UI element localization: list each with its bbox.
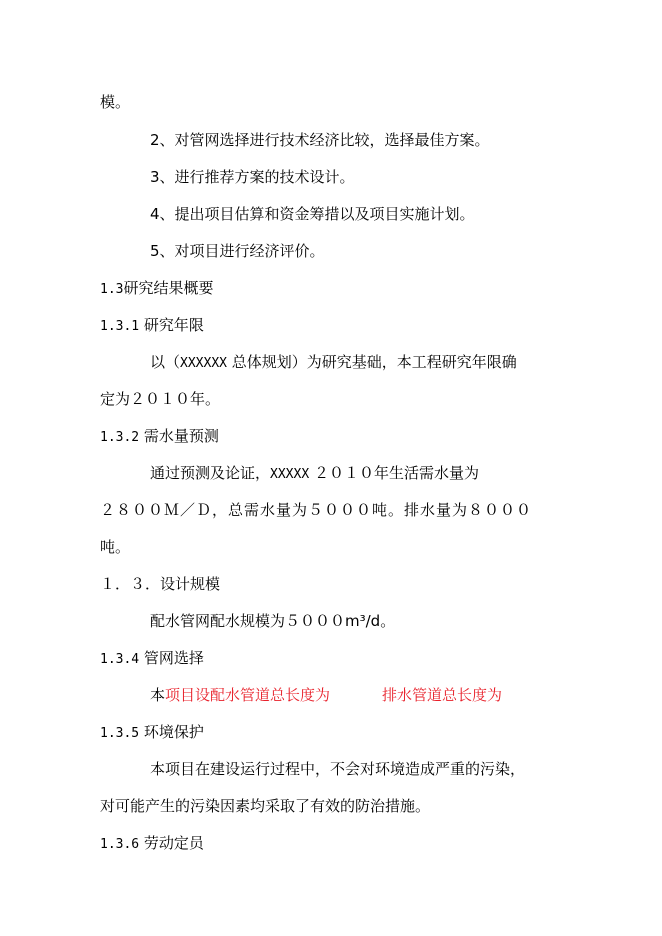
heading-1-3-6 xyxy=(100,833,204,855)
heading-text: 管网选择 xyxy=(143,649,204,667)
heading-1-3-1 xyxy=(100,315,204,337)
heading-1-3-3 xyxy=(100,574,220,594)
list-item-4 xyxy=(150,204,475,224)
paragraph-demand-1 xyxy=(150,463,479,485)
heading-1-3-5 xyxy=(100,722,204,744)
list-item-3 xyxy=(150,167,355,187)
text-span: 本 xyxy=(150,686,166,704)
heading-number: 1.3.1 xyxy=(100,319,140,334)
heading-text: 研究结果概要 xyxy=(123,279,214,297)
paragraph-research-years-1 xyxy=(150,352,517,374)
text-span: 本项目在建设运行过程中，不会对环境造成严重的污染， xyxy=(150,760,526,778)
text-span: 4、提出项目估算和资金筹措以及项目实施计划。 xyxy=(150,205,475,223)
paragraph-demand-2 xyxy=(100,500,532,520)
text-span: 3、进行推荐方案的技术设计。 xyxy=(150,168,355,186)
text-span: 配水管网配水规模为５０００m³/d。 xyxy=(150,612,396,630)
text-span: ２８００Ｍ／Ｄ，总需水量为５０００吨。排水量为８０００ xyxy=(100,501,533,519)
heading-number: 1.3.5 xyxy=(100,726,140,741)
heading-text: 环境保护 xyxy=(143,723,204,741)
heading-number: 1.3.4 xyxy=(100,652,140,667)
text-span: 通过预测及论证， xyxy=(150,464,271,482)
highlighted-text: 排水管道总长度为 xyxy=(382,686,503,704)
list-item-5 xyxy=(150,241,325,261)
heading-1-3-2 xyxy=(100,426,219,448)
heading-number: 1.3 xyxy=(100,282,124,297)
heading-1-3-4 xyxy=(100,648,204,670)
paragraph-environment-2 xyxy=(100,796,430,816)
heading-text: １．３．设计规模 xyxy=(100,575,221,593)
text-span: 吨。 xyxy=(100,538,131,556)
paragraph-demand-3 xyxy=(100,537,130,557)
heading-number: 1.3.6 xyxy=(100,837,140,852)
text-span: ２０１０年生活需水量为 xyxy=(313,464,479,482)
text-span: 以（ xyxy=(150,353,181,371)
highlighted-text: 项目设配水管道总长度为 xyxy=(165,686,331,704)
heading-1-3 xyxy=(100,278,214,300)
continuation-text xyxy=(100,92,130,112)
placeholder-text: XXXXXX xyxy=(180,356,227,371)
paragraph-pipe-selection xyxy=(150,685,502,705)
text-span: 定为２０１０年。 xyxy=(100,390,221,408)
text-span: 总体规划）为研究基础，本工程研究年限确 xyxy=(231,353,517,371)
placeholder-text: XXXXX xyxy=(270,467,310,482)
heading-text: 需水量预测 xyxy=(143,427,219,445)
paragraph-design-scale xyxy=(150,611,395,631)
text-span: 对可能产生的污染因素均采取了有效的防治措施。 xyxy=(100,797,431,815)
list-item-2 xyxy=(150,130,490,150)
text-span: 2、对管网选择进行技术经济比较，选择最佳方案。 xyxy=(150,131,490,149)
paragraph-environment-1 xyxy=(150,759,525,779)
paragraph-research-years-2 xyxy=(100,389,220,409)
heading-text: 研究年限 xyxy=(143,316,204,334)
heading-number: 1.3.2 xyxy=(100,430,140,445)
text-span: 模。 xyxy=(100,93,131,111)
heading-text: 劳动定员 xyxy=(143,834,204,852)
text-span: 5、对项目进行经济评价。 xyxy=(150,242,325,260)
